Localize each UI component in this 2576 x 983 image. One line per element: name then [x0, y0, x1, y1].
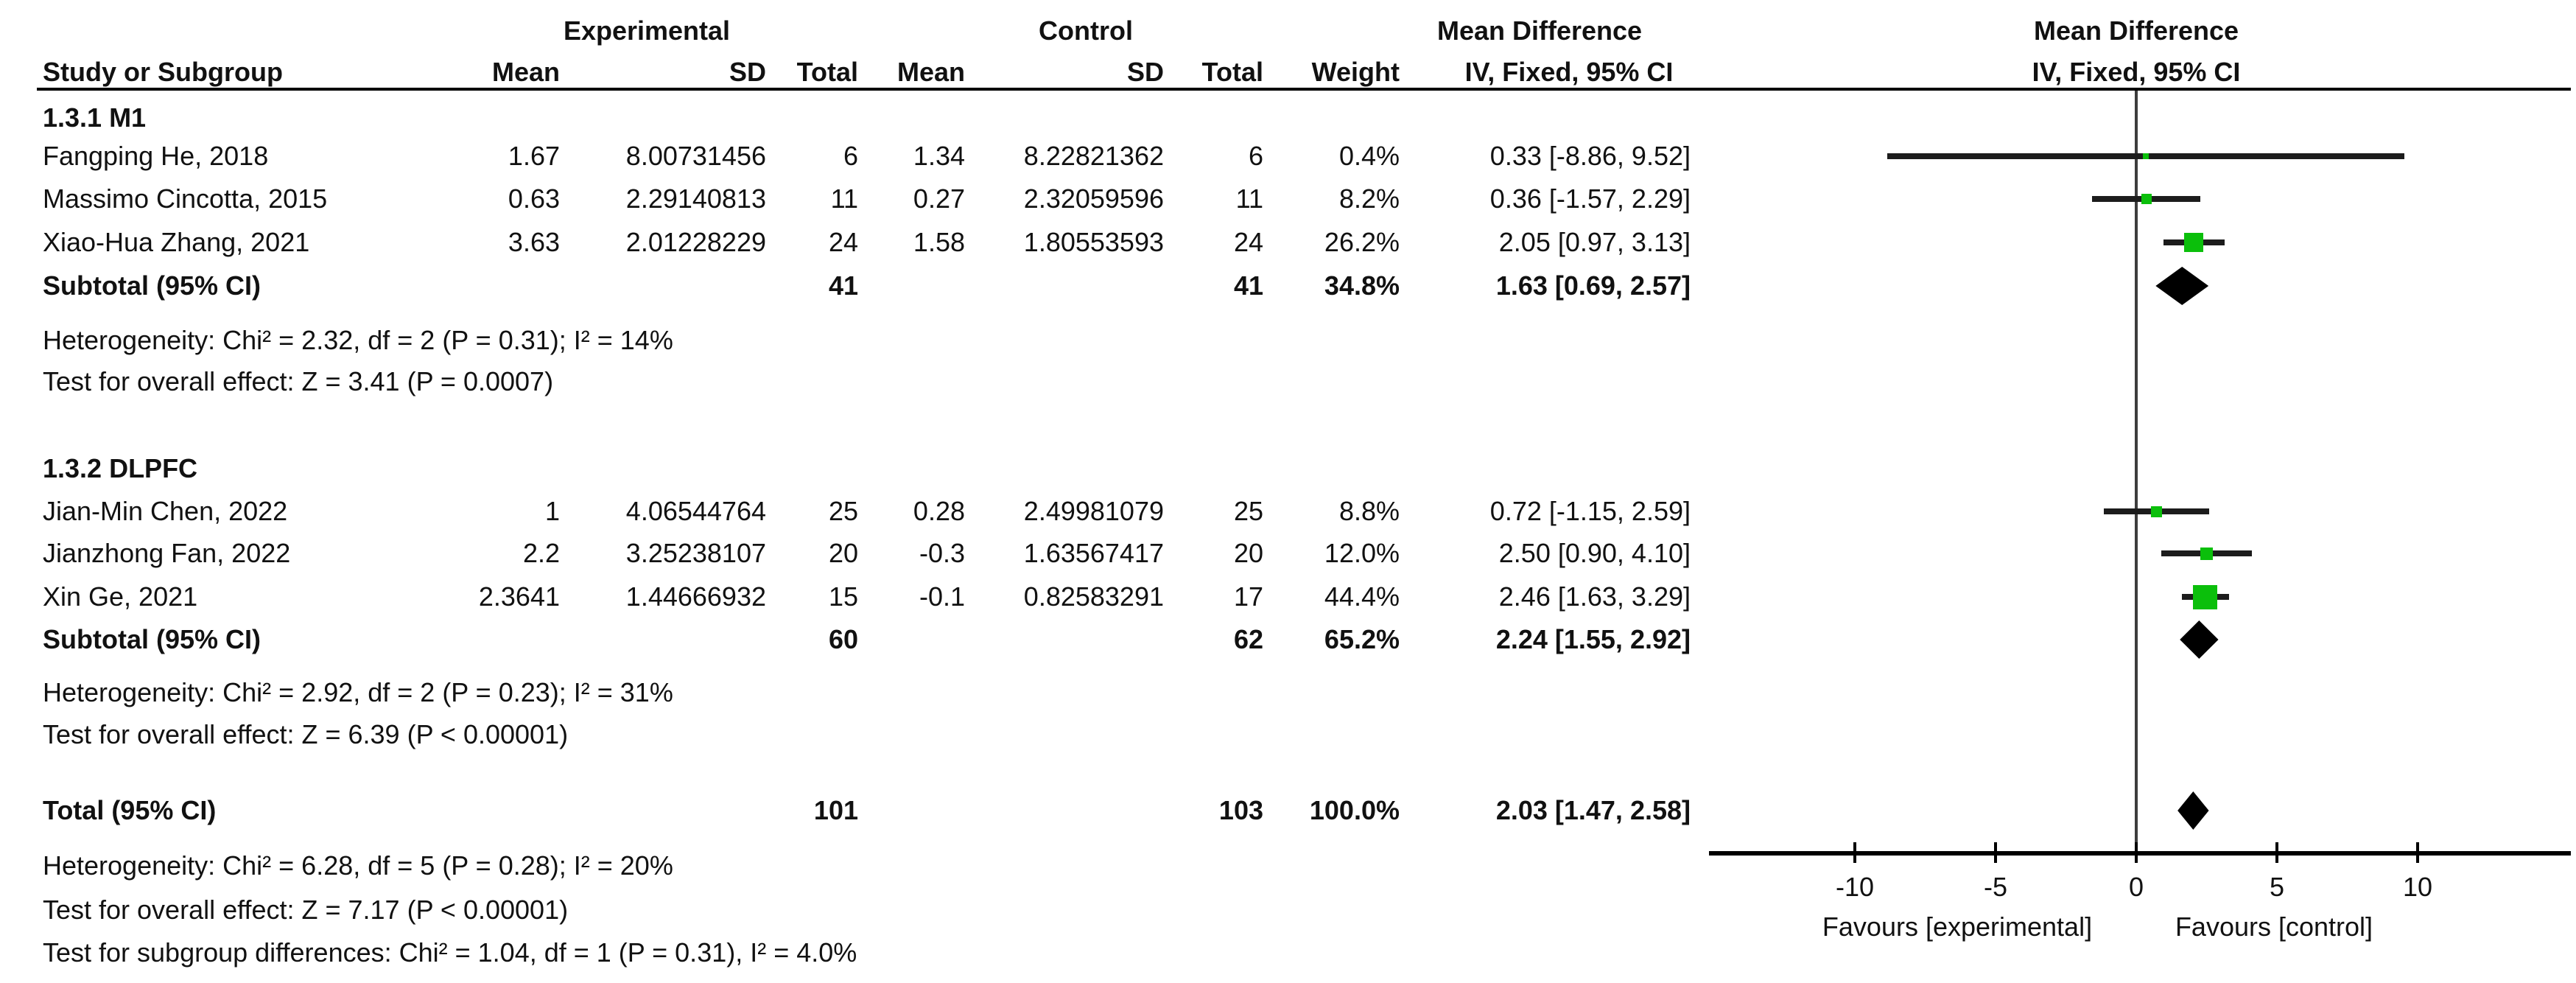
total-label: Total (95% CI): [43, 795, 217, 825]
x-axis-line: [1709, 851, 2571, 856]
subtotal-exp-total: 41: [828, 270, 858, 301]
weight-value: 0.4%: [1338, 141, 1400, 171]
total-heterogeneity-text: Heterogeneity: Chi² = 6.28, df = 5 (P = 0.28); I² = 20%: [43, 850, 673, 881]
ctrl-group-header: Control: [1039, 15, 1133, 46]
heterogeneity-text: Heterogeneity: Chi² = 2.92, df = 2 (P = 0.23); I² = 31%: [43, 677, 673, 707]
exp-sd-value: 3.25238107: [625, 538, 766, 568]
table-row: [0, 932, 1724, 973]
ctrl-sd-value: 1.80553593: [1023, 227, 1164, 257]
ctrl-sd-value: 2.49981079: [1023, 496, 1164, 526]
exp-mean-value: 2.3641: [478, 581, 560, 612]
ctrl-sd-value: 1.63567417: [1023, 538, 1164, 568]
effect-square: [2200, 548, 2213, 560]
ctrl-total-value: 6: [1248, 141, 1263, 171]
table-row: [0, 265, 1724, 307]
subtotal-weight: 65.2%: [1324, 624, 1400, 654]
ctrl-total-value: 20: [1233, 538, 1263, 568]
col-exp-mean: Mean: [491, 57, 560, 87]
table-row: [0, 845, 1724, 886]
study-name: Jianzhong Fan, 2022: [43, 538, 291, 568]
ctrl-mean-value: -0.1: [919, 581, 965, 612]
exp-total-value: 24: [828, 227, 858, 257]
axis-tick-label: 10: [2402, 872, 2433, 902]
total-ci-text: 2.03 [1.47, 2.58]: [1495, 795, 1691, 825]
pooled-diamond: [2155, 267, 2208, 305]
ci-text-value: 2.46 [1.63, 3.29]: [1498, 581, 1691, 612]
exp-sd-value: 2.01228229: [625, 227, 766, 257]
ctrl-total-value: 17: [1233, 581, 1263, 612]
subtotal-label: Subtotal (95% CI): [43, 624, 262, 654]
table-row: [0, 672, 1724, 713]
total-exp-total: 101: [813, 795, 858, 825]
exp-total-value: 25: [828, 496, 858, 526]
ctrl-mean-value: 1.58: [913, 227, 965, 257]
table-row: [0, 491, 1724, 532]
mean-difference-header-left: Mean Difference: [1436, 15, 1643, 46]
table-row: [0, 136, 1724, 177]
study-name: Jian-Min Chen, 2022: [43, 496, 288, 526]
subtotal-ctrl-total: 62: [1233, 624, 1263, 654]
table-row: [0, 178, 1724, 220]
effect-square: [2141, 194, 2152, 204]
exp-mean-value: 1: [544, 496, 560, 526]
axis-tick: [2275, 842, 2278, 863]
overall-effect-text: Test for overall effect: Z = 6.39 (P < 0.00001): [43, 719, 569, 749]
pooled-diamond: [2180, 620, 2218, 659]
total-overall-effect-text: Test for overall effect: Z = 7.17 (P < 0.00001): [43, 895, 569, 925]
table-row: [0, 714, 1724, 755]
overall-effect-text: Test for overall effect: Z = 3.41 (P = 0.0007): [43, 366, 554, 396]
table-row: [0, 619, 1724, 660]
subtotal-weight: 34.8%: [1324, 270, 1400, 301]
ctrl-mean-value: 0.28: [913, 496, 965, 526]
col-iv-fixed-ci-left: IV, Fixed, 95% CI: [1464, 57, 1674, 87]
col-exp-sd: SD: [729, 57, 766, 87]
mean-difference-header-right: Mean Difference: [2033, 15, 2239, 46]
exp-sd-value: 8.00731456: [625, 141, 766, 171]
weight-value: 12.0%: [1324, 538, 1400, 568]
axis-tick-label: 0: [2128, 872, 2144, 902]
exp-group-header: Experimental: [563, 15, 731, 46]
axis-tick: [1853, 842, 1856, 863]
table-row: [0, 576, 1724, 618]
subgroup-title: 1.3.2 DLPFC: [43, 453, 198, 483]
subtotal-exp-total: 60: [828, 624, 858, 654]
col-iv-fixed-ci-right: IV, Fixed, 95% CI: [2032, 57, 2241, 87]
study-name: Xiao-Hua Zhang, 2021: [43, 227, 310, 257]
favours-control-label: Favours [control]: [2175, 912, 2373, 942]
table-row: [0, 222, 1724, 263]
axis-tick: [1994, 842, 1997, 863]
ci-text-value: 0.72 [-1.15, 2.59]: [1489, 496, 1691, 526]
col-ctrl-mean: Mean: [896, 57, 965, 87]
exp-total-value: 20: [828, 538, 858, 568]
axis-tick-label: -10: [1835, 872, 1875, 902]
study-name: Massimo Cincotta, 2015: [43, 183, 328, 214]
effect-square: [2184, 233, 2203, 252]
table-row: [0, 790, 1724, 831]
ctrl-total-value: 11: [1235, 183, 1263, 214]
subtotal-ci-text: 2.24 [1.55, 2.92]: [1495, 624, 1691, 654]
ctrl-sd-value: 8.22821362: [1023, 141, 1164, 171]
ci-text-value: 2.05 [0.97, 3.13]: [1498, 227, 1691, 257]
zero-line: [2135, 91, 2138, 853]
study-name: Xin Ge, 2021: [43, 581, 198, 612]
exp-sd-value: 1.44666932: [625, 581, 766, 612]
exp-sd-value: 2.29140813: [625, 183, 766, 214]
subtotal-ctrl-total: 41: [1233, 270, 1263, 301]
effect-square: [2193, 585, 2217, 609]
exp-total-value: 11: [830, 183, 858, 214]
favours-experimental-label: Favours [experimental]: [1822, 912, 2093, 942]
ctrl-sd-value: 0.82583291: [1023, 581, 1164, 612]
table-row: [0, 320, 1724, 361]
effect-square: [2143, 153, 2149, 159]
weight-value: 44.4%: [1324, 581, 1400, 612]
exp-total-value: 6: [843, 141, 858, 171]
heterogeneity-text: Heterogeneity: Chi² = 2.32, df = 2 (P = 0.31); I² = 14%: [43, 325, 673, 355]
subtotal-label: Subtotal (95% CI): [43, 270, 262, 301]
exp-sd-value: 4.06544764: [625, 496, 766, 526]
axis-tick: [2416, 842, 2419, 863]
exp-mean-value: 0.63: [508, 183, 560, 214]
axis-tick: [2135, 842, 2138, 863]
subtotal-ci-text: 1.63 [0.69, 2.57]: [1495, 270, 1691, 301]
subgroup-differences-text: Test for subgroup differences: Chi² = 1.04, df = 1 (P = 0.31), I² = 4.0%: [43, 937, 857, 968]
table-row: [0, 533, 1724, 574]
header-underline: [37, 88, 2571, 91]
ci-text-value: 0.33 [-8.86, 9.52]: [1489, 141, 1691, 171]
effect-square: [2151, 506, 2162, 517]
ci-text-value: 0.36 [-1.57, 2.29]: [1489, 183, 1691, 214]
weight-value: 26.2%: [1324, 227, 1400, 257]
pooled-diamond: [2177, 791, 2208, 830]
axis-tick-label: 5: [2269, 872, 2285, 902]
table-row: [0, 97, 1724, 139]
col-weight: Weight: [1311, 57, 1400, 87]
ctrl-sd-value: 2.32059596: [1023, 183, 1164, 214]
ci-text-value: 2.50 [0.90, 4.10]: [1498, 538, 1691, 568]
table-row: [0, 361, 1724, 402]
weight-value: 8.8%: [1338, 496, 1400, 526]
total-ctrl-total: 103: [1218, 795, 1263, 825]
ctrl-mean-value: 0.27: [913, 183, 965, 214]
exp-mean-value: 1.67: [508, 141, 560, 171]
col-exp-total: Total: [796, 57, 858, 87]
exp-total-value: 15: [828, 581, 858, 612]
axis-tick-label: -5: [1983, 872, 2007, 902]
study-name: Fangping He, 2018: [43, 141, 269, 171]
total-weight: 100.0%: [1309, 795, 1400, 825]
ctrl-total-value: 25: [1233, 496, 1263, 526]
exp-mean-value: 3.63: [508, 227, 560, 257]
col-study-or-subgroup: Study or Subgroup: [43, 57, 283, 87]
exp-mean-value: 2.2: [522, 538, 560, 568]
table-row: [0, 889, 1724, 931]
weight-value: 8.2%: [1338, 183, 1400, 214]
col-ctrl-total: Total: [1201, 57, 1263, 87]
col-ctrl-sd: SD: [1126, 57, 1164, 87]
ctrl-mean-value: -0.3: [919, 538, 965, 568]
ctrl-total-value: 24: [1233, 227, 1263, 257]
table-row: [0, 448, 1724, 489]
subgroup-title: 1.3.1 M1: [43, 102, 147, 133]
ctrl-mean-value: 1.34: [913, 141, 965, 171]
